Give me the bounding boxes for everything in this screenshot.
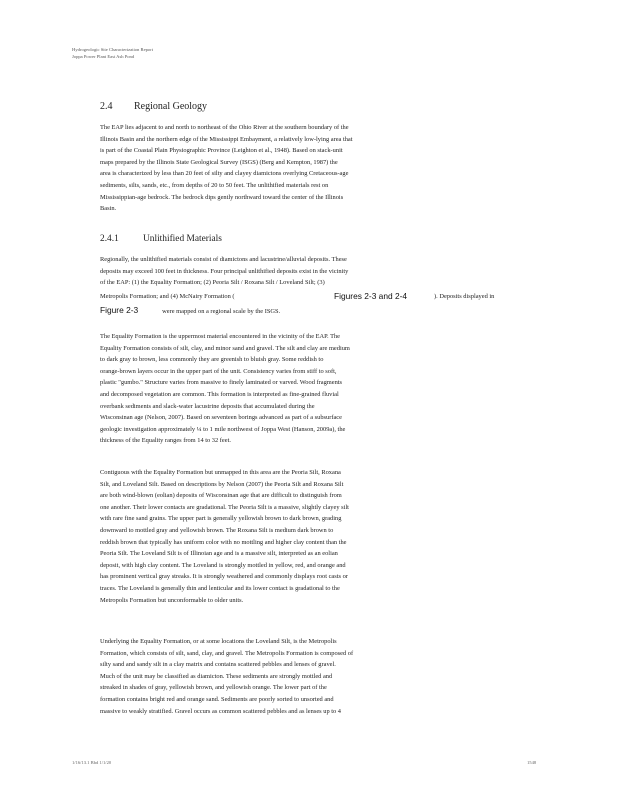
text-line: Formation, which consists of silt, sand, clay, and gravel. The Metropolis Formation is composed of <box>100 649 354 657</box>
text-line: Silt, and Loveland Silt. Based on descriptions by Nelson (2007) the Peoria Silt and Roxana Silt <box>100 480 344 488</box>
text-line: maps prepared by the Illinois State Geological Survey (ISGS) (Berg and Kempton, 1987) the <box>100 158 338 166</box>
text-line: Metropolis Formation but unconformable to older units. <box>100 596 244 604</box>
text-line: overbank sediments and slack-water lacustrine deposits that accumulated during the <box>100 402 315 410</box>
paragraph-unlithified-intro <box>100 254 368 289</box>
text-line: thickness of the Equality ranges from 14 to 32 feet. <box>100 437 231 445</box>
text-line: is part of the Coastal Plain Physiographic Province (Leighton et al., 1948). Based on stack-unit <box>100 147 343 155</box>
text-line: sediments, silts, sands, etc., from depths of 20 to 50 feet. The unlithified materials rest on <box>100 181 329 189</box>
text-line: downward to mottled gray and yellowish brown. The Roxana Silt is medium dark brown to <box>100 526 334 534</box>
text-line: massive to weakly stratified. Gravel occurs as common scattered pebbles and as lenses up to 4 <box>100 707 341 715</box>
header-line-2: Joppa Power Plant East Ash Pond <box>72 54 135 59</box>
text-line: reddish brown that typically has uniform color with no mottling and higher clay content than the <box>100 538 347 546</box>
footer-page-number: 1548 <box>527 760 537 765</box>
text-line: Metropolis Formation; and (4) McNairy Formation ( <box>100 293 235 300</box>
text-line: silty sand and sandy silt in a clay matrix and contains scattered pebbles and lenses of gravel. <box>100 661 336 669</box>
text-line: Regionally, the unlithified materials consist of diamictons and lacustrine/alluvial deposits. These <box>100 256 347 263</box>
text-line: of the EAP: (1) the Equality Formation; (2) Peoria Silt / Roxana Silt / Loveland Silt; (3) <box>100 279 325 287</box>
text-line: and decomposed vegetation are common. This formation is interpreted as fine-grained fluvial <box>100 390 339 398</box>
paragraph-regional-geology <box>100 122 368 215</box>
section-heading <box>100 101 207 112</box>
text-line: The EAP lies adjacent to and north to northeast of the Ohio River at the southern boundary of the <box>100 124 349 131</box>
running-header <box>72 46 153 60</box>
text-line: were mapped on a regional scale by the ISGS. <box>162 308 281 315</box>
text-line: deposit, with high clay content. The Loveland is strongly mottled in yellow, red, and orange and <box>100 561 346 569</box>
subsection-number: 2.4.1 <box>100 234 119 244</box>
text-line: Much of the unit may be classified as diamicton. These sediments are strongly mottled and <box>100 672 333 680</box>
text-line: area is characterized by less than 20 feet of silty and clayey diamictons overlying Cretaceous-age <box>100 170 349 178</box>
text-line: with rare fine sand grains. The upper part is generally yellowish brown to dark brown, grading <box>100 515 342 523</box>
text-line: are both wind-blown (eolian) deposits of Wisconsinan age that are difficult to distinguish from <box>100 492 342 500</box>
text-line: traces. The Loveland is generally thin and lenticular and its lower contact is gradational to the <box>100 584 340 592</box>
text-line: Peoria Silt. The Loveland Silt is of Illinoian age and is a massive silt, interpreted as an eolian <box>100 550 338 558</box>
subsection-title: Unlithified Materials <box>143 234 222 244</box>
text-line: Contiguous with the Equality Formation but unmapped in this area are the Peoria Silt, Roxana <box>100 469 341 476</box>
figure-reference-link[interactable]: Figures 2-3 and 2-4 <box>334 291 408 301</box>
text-line: ). Deposits displayed in <box>434 293 495 300</box>
text-line-with-figure-ref <box>100 305 280 315</box>
text-line: Equality Formation consists of silt, clay, and minor sand and gravel. The silt and clay are medium <box>100 344 350 352</box>
figure-reference-link[interactable]: Figure 2-3 <box>100 305 139 315</box>
text-line: orange-brown layers occur in the upper part of the unit. Consistency varies from stiff to soft, <box>100 367 337 375</box>
text-line: deposits may exceed 100 feet in thickness. Four principal unlithified deposits exist in the vicinity <box>100 267 349 275</box>
text-line: Basin. <box>100 205 117 213</box>
text-line: has prominent vertical gray streaks. It is strongly weathered and commonly displays root casts or <box>100 573 348 581</box>
header-line-1: Hydrogeologic Site Characterization Report <box>72 47 154 52</box>
paragraph-loess-silts <box>100 467 368 606</box>
text-line: Underlying the Equality Formation, or at some locations the Loveland Silt, is the Metropolis <box>100 638 337 645</box>
text-line: Illinois Basin and the northern edge of the Mississippi Embayment, a relatively low-lying area that <box>100 135 353 143</box>
text-line: Mississippian-age bedrock. The bedrock dips gently northward toward the center of the Illinois <box>100 193 344 201</box>
paragraph-equality-formation <box>100 331 368 447</box>
subsection-heading <box>100 234 222 244</box>
text-line: The Equality Formation is the uppermost material encountered in the vicinity of the EAP. The <box>100 333 341 340</box>
text-line: to dark gray to brown, less commonly they are greenish to bluish gray. Some reddish to <box>100 356 324 364</box>
text-line: geologic investigation approximately ¼ to 1 mile northwest of Joppa West (Hanson, 2009a), the <box>100 425 346 433</box>
paragraph-metropolis-formation <box>100 636 368 717</box>
text-line-with-figure-ref <box>100 291 520 303</box>
section-number: 2.4 <box>100 101 113 112</box>
text-line: one another. Their lower contacts are gradational. The Peoria Silt is a massive, slightly clayey silt <box>100 503 349 511</box>
text-line: Wisconsinan age (Nelson, 2007). Based on seventeen borings advanced as part of a subsurface <box>100 414 342 422</box>
footer-document-id: 1/16/13.1 Bbd 1/1/20 <box>72 760 112 765</box>
section-title: Regional Geology <box>134 101 208 112</box>
text-line: plastic "gumbo." Structure varies from massive to finely laminated or varved. Wood fragments <box>100 379 343 387</box>
text-line: formation contains bright red and orange sand. Sediments are poorly sorted to unsorted and <box>100 695 334 703</box>
text-line: streaked in shades of gray, yellowish brown, and yellowish orange. The lower part of the <box>100 684 327 692</box>
